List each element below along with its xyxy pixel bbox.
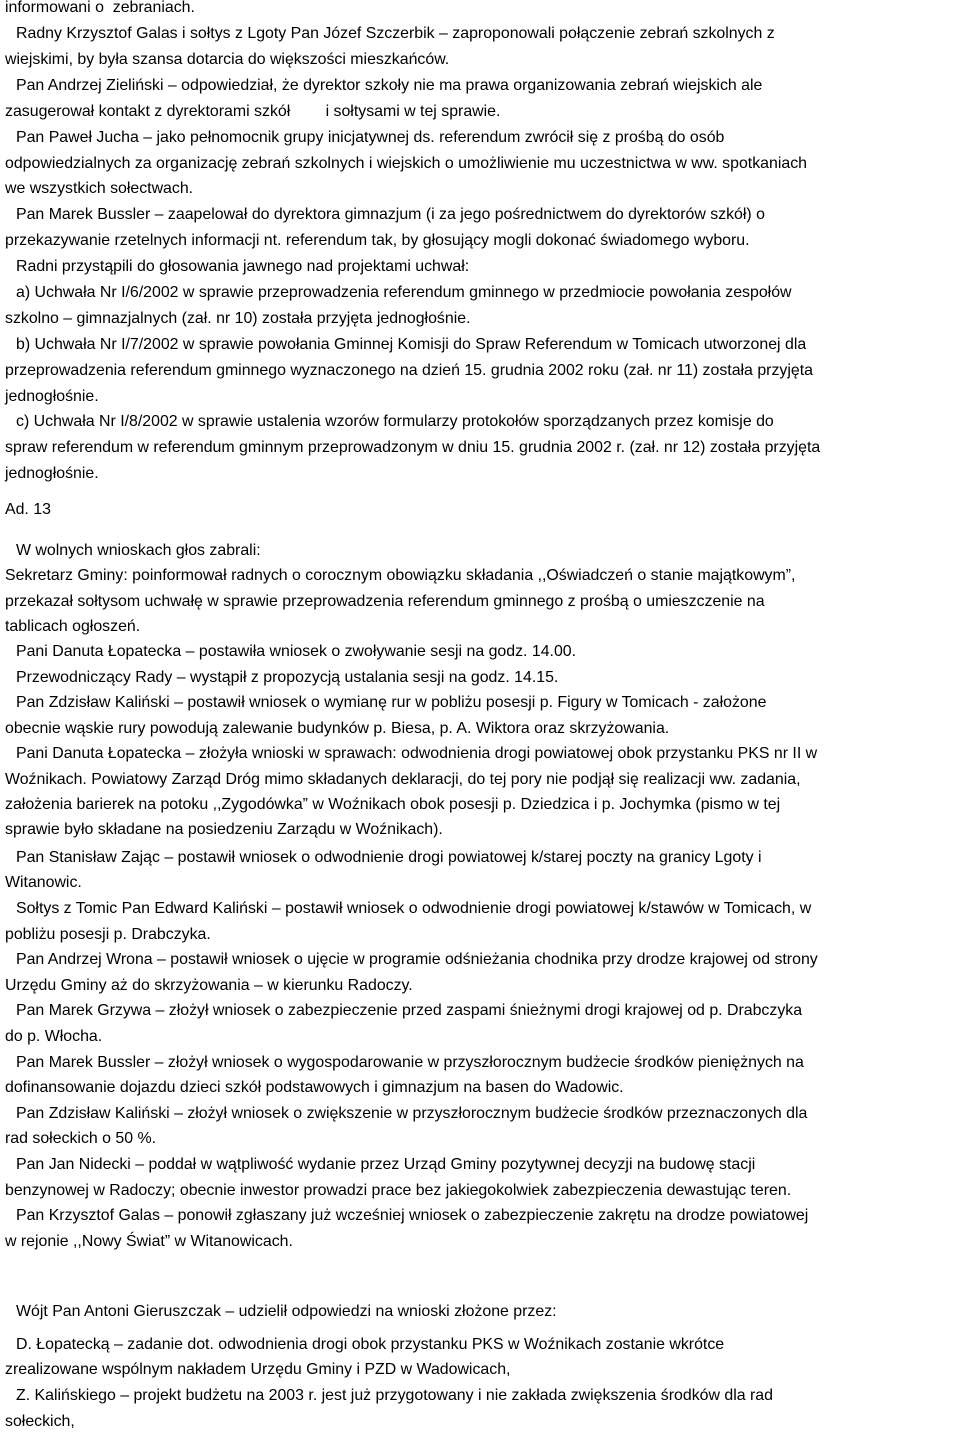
text-line: obecnie wąskie rury powodują zalewanie budynków p. Biesa, p. A. Wiktora oraz skrzyżowania. (5, 720, 670, 737)
text-line: c) Uchwała Nr I/8/2002 w sprawie ustalenia wzorów formularzy protokołów sporządzanych przez komisje do (16, 413, 774, 430)
text-line: Pan Andrzej Wrona – postawił wniosek o ujęcie w programie odśnieżania chodnika przy drodze krajowej od strony (16, 951, 818, 968)
section-heading: Ad. 13 (5, 501, 51, 518)
text-line: przekazał sołtysom uchwałę w sprawie przeprowadzenia referendum gminnego z prośbą o umieszczenie na (5, 593, 765, 610)
text-line: we wszystkich sołectwach. (5, 180, 194, 197)
text-line: D. Łopatecką – zadanie dot. odwodnienia drogi obok przystanku PKS w Woźnikach zostanie wkrótce (16, 1336, 725, 1353)
text-line: a) Uchwała Nr I/6/2002 w sprawie przeprowadzenia referendum gminnego w przedmiocie powołania zespołów (16, 284, 792, 301)
text-line: dofinansowanie dojazdu dzieci szkół podstawowych i gimnazjum na basen do Wadowic. (5, 1079, 624, 1096)
text-line: Pan Andrzej Zieliński – odpowiedział, że dyrektor szkoły nie ma prawa organizowania zebrań wiejskich ale (16, 77, 763, 94)
text-line: przeprowadzenia referendum gminnego wyznaczonego na dzień 15. grudnia 2002 roku (zał. nr 11) została przyjęta (5, 362, 813, 379)
text-line: Przewodniczący Rady – wystąpił z propozycją ustalania sesji na godz. 14.15. (16, 669, 559, 686)
text-line: benzynowej w Radoczy; obecnie inwestor prowadzi prace bez jakiegokolwiek zabezpieczenia dewastując teren. (5, 1182, 792, 1199)
text-line: pobliżu posesji p. Drabczyka. (5, 926, 211, 943)
text-line: tablicach ogłoszeń. (5, 618, 141, 635)
text-line: b) Uchwała Nr I/7/2002 w sprawie powołania Gminnej Komisji do Spraw Referendum w Tomicach utworzonej dla (16, 336, 807, 353)
text-line: sołeckich, (5, 1413, 75, 1430)
text-line: odpowiedzialnych za organizację zebrań szkolnych i wiejskich o umożliwienie mu uczestnictwa w ww. spotkaniach (5, 155, 807, 172)
text-line: Witanowic. (5, 874, 82, 891)
text-line: Sołtys z Tomic Pan Edward Kaliński – postawił wniosek o odwodnienie drogi powiatowej k/stawów w Tomicach, w (16, 900, 812, 917)
text-line: Pani Danuta Łopatecka – złożyła wnioski w sprawach: odwodnienia drogi powiatowej obok przystanku PKS nr II w (16, 745, 818, 762)
text-line: zasugerował kontakt z dyrektorami szkół i sołtysami w tej sprawie. (5, 103, 501, 120)
text-line: szkolno – gimnazjalnych (zał. nr 10) została przyjęta jednogłośnie. (5, 310, 471, 327)
text-line: Pan Marek Bussler – złożył wniosek o wygospodarowanie w przyszłorocznym budżecie środków pieniężnych na (16, 1054, 804, 1071)
text-line: Pan Marek Grzywa – złożył wniosek o zabezpieczenie przed zaspami śnieżnymi drogi krajowej od p. Drabczyka (16, 1002, 803, 1019)
text-line: jednogłośnie. (5, 465, 99, 482)
text-line: Pan Zdzisław Kaliński – złożył wniosek o zwiększenie w przyszłorocznym budżecie środków przeznaczonych dla (16, 1105, 808, 1122)
text-line: W wolnych wnioskach głos zabrali: (16, 542, 261, 559)
text-line: Sekretarz Gminy: poinformował radnych o corocznym obowiązku składania ,,Oświadczeń o stanie majątkowym”, (5, 567, 796, 584)
text-line: Pan Krzysztof Galas – ponowił zgłaszany już wcześniej wniosek o zabezpieczenie zakrętu na drodze powiatowej (16, 1207, 809, 1224)
text-line: do p. Włocha. (5, 1028, 103, 1045)
text-line: Woźnikach. Powiatowy Zarząd Dróg mimo składanych deklaracji, do tej pory nie podjął się realizacji ww. zadania, (5, 771, 801, 788)
text-line: Pan Stanisław Zając – postawił wniosek o odwodnienie drogi powiatowej k/starej poczty na granicy Lgoty i (16, 849, 762, 866)
text-line: Z. Kalińskiego – projekt budżetu na 2003 r. jest już przygotowany i nie zakłada zwiększenia środków dla rad (16, 1387, 773, 1404)
text-line: informowani o zebraniach. (5, 0, 195, 16)
text-line: rad sołeckich o 50 %. (5, 1130, 157, 1147)
text-line: w rejonie ,,Nowy Świat” w Witanowicach. (5, 1233, 293, 1250)
text-line: Radni przystąpili do głosowania jawnego nad projektami uchwał: (16, 258, 470, 275)
text-line: Wójt Pan Antoni Gieruszczak – udzielił odpowiedzi na wnioski złożone przez: (16, 1303, 557, 1320)
text-line: sprawie było składane na posiedzeniu Zarządu w Woźnikach). (5, 821, 443, 838)
text-line: założenia barierek na potoku ,,Zygodówka” w Woźnikach obok posesji p. Dziedzica i p. Jochymka (pismo w tej (5, 796, 781, 813)
text-line: Radny Krzysztof Galas i sołtys z Lgoty Pan Józef Szczerbik – zaproponowali połączenie zebrań szkolnych z (16, 25, 775, 42)
text-line: Pan Marek Bussler – zaapelował do dyrektora gimnazjum (i za jego pośrednictwem do dyrektorów szkół) o (16, 206, 765, 223)
text-line: Urzędu Gminy aż do skrzyżowania – w kierunku Radoczy. (5, 977, 413, 994)
text-line: zrealizowane wspólnym nakładem Urzędu Gminy i PZD w Wadowicach, (5, 1361, 511, 1378)
text-line: Pan Zdzisław Kaliński – postawił wniosek o wymianę rur w pobliżu posesji p. Figury w Tomicach - założone (16, 694, 767, 711)
text-line: wiejskimi, by była szansa dotarcia do większości mieszkańców. (5, 51, 450, 68)
text-line: spraw referendum w referendum gminnym przeprowadzonym w dniu 15. grudnia 2002 r. (zał. nr 12) została przyjęta (5, 439, 821, 456)
text-line: Pan Paweł Jucha – jako pełnomocnik grupy inicjatywnej ds. referendum zwrócił się z prośbą do osób (16, 129, 725, 146)
text-line: Pan Jan Nidecki – poddał w wątpliwość wydanie przez Urząd Gminy pozytywnej decyzji na budowę stacji (16, 1156, 756, 1173)
text-line: przekazywanie rzetelnych informacji nt. referendum tak, by głosujący mogli dokonać świadomego wyboru. (5, 232, 750, 249)
text-line: Pani Danuta Łopatecka – postawiła wniosek o zwoływanie sesji na godz. 14.00. (16, 643, 577, 660)
text-line: jednogłośnie. (5, 388, 99, 405)
